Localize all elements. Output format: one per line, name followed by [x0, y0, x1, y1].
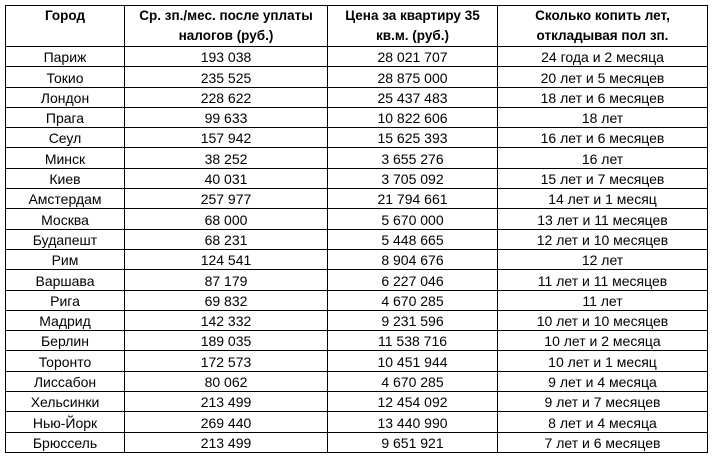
cell-salary: 235 525: [125, 67, 328, 87]
cell-price: 4 670 285: [328, 371, 498, 391]
cell-salary: 189 035: [125, 331, 328, 351]
cell-city: Минск: [6, 148, 125, 168]
cell-salary: 40 031: [125, 168, 328, 188]
cell-city: Амстердам: [6, 189, 125, 209]
cell-salary: 80 062: [125, 371, 328, 391]
cell-city: Париж: [6, 47, 125, 67]
table-row: [6, 189, 708, 209]
header-city: Город: [6, 6, 125, 47]
cell-years: 16 лет и 6 месяцев: [498, 128, 708, 148]
cell-price: 9 231 596: [328, 310, 498, 330]
cell-years: 24 года и 2 месяца: [498, 47, 708, 67]
cell-salary: 193 038: [125, 47, 328, 67]
cell-city: Будапешт: [6, 229, 125, 249]
table-row: [6, 128, 708, 148]
table-row: [6, 168, 708, 188]
cell-salary: 213 499: [125, 432, 328, 452]
cell-salary: 142 332: [125, 310, 328, 330]
cell-price: 15 625 393: [328, 128, 498, 148]
cell-years: 14 лет и 1 месяц: [498, 189, 708, 209]
cell-price: 10 451 944: [328, 351, 498, 371]
cell-price: 21 794 661: [328, 189, 498, 209]
cell-city: Киев: [6, 168, 125, 188]
cell-price: 13 440 990: [328, 412, 498, 432]
cell-price: 25 437 483: [328, 87, 498, 107]
cell-years: 18 лет: [498, 107, 708, 127]
cell-price: 12 454 092: [328, 392, 498, 412]
cell-city: Брюссель: [6, 432, 125, 452]
cell-salary: 257 977: [125, 189, 328, 209]
cell-city: Лиссабон: [6, 371, 125, 391]
cell-years: 16 лет: [498, 148, 708, 168]
cell-city: Варшава: [6, 270, 125, 290]
cell-salary: 69 832: [125, 290, 328, 310]
cell-city: Рига: [6, 290, 125, 310]
cell-salary: 269 440: [125, 412, 328, 432]
cell-city: Москва: [6, 209, 125, 229]
cell-salary: 213 499: [125, 392, 328, 412]
cell-salary: 228 622: [125, 87, 328, 107]
table-container: [5, 5, 708, 453]
cell-city: Лондон: [6, 87, 125, 107]
table-row: [6, 209, 708, 229]
table-row: [6, 371, 708, 391]
cell-price: 3 655 276: [328, 148, 498, 168]
cell-price: 11 538 716: [328, 331, 498, 351]
cell-years: 7 лет и 6 месяцев: [498, 432, 708, 452]
cell-salary: 38 252: [125, 148, 328, 168]
cell-price: 3 705 092: [328, 168, 498, 188]
header-salary: Ср. зп./мес. после уплаты налогов (руб.): [125, 6, 328, 47]
cell-salary: 172 573: [125, 351, 328, 371]
cell-city: Токио: [6, 67, 125, 87]
table-body: [6, 47, 708, 453]
cell-city: Мадрид: [6, 310, 125, 330]
table-row: [6, 249, 708, 269]
cell-salary: 68 231: [125, 229, 328, 249]
cell-city: Нью-Йорк: [6, 412, 125, 432]
cell-years: 12 лет и 10 месяцев: [498, 229, 708, 249]
cell-city: Берлин: [6, 331, 125, 351]
table-header: [6, 6, 708, 47]
cell-price: 5 448 665: [328, 229, 498, 249]
cell-years: 10 лет и 2 месяца: [498, 331, 708, 351]
cell-years: 10 лет и 10 месяцев: [498, 310, 708, 330]
cell-salary: 87 179: [125, 270, 328, 290]
cell-years: 15 лет и 7 месяцев: [498, 168, 708, 188]
table-row: [6, 290, 708, 310]
cell-salary: 68 000: [125, 209, 328, 229]
cell-city: Прага: [6, 107, 125, 127]
cities-table: [5, 5, 708, 453]
cell-city: Сеул: [6, 128, 125, 148]
cell-salary: 124 541: [125, 249, 328, 269]
cell-years: 12 лет: [498, 249, 708, 269]
table-row: [6, 107, 708, 127]
cell-years: 11 лет и 11 месяцев: [498, 270, 708, 290]
cell-years: 13 лет и 11 месяцев: [498, 209, 708, 229]
cell-years: 18 лет и 6 месяцев: [498, 87, 708, 107]
cell-price: 6 227 046: [328, 270, 498, 290]
cell-years: 11 лет: [498, 290, 708, 310]
table-row: [6, 148, 708, 168]
cell-years: 9 лет и 7 месяцев: [498, 392, 708, 412]
cell-years: 9 лет и 4 месяца: [498, 371, 708, 391]
table-row: [6, 392, 708, 412]
table-row: [6, 412, 708, 432]
cell-years: 20 лет и 5 месяцев: [498, 67, 708, 87]
table-row: [6, 310, 708, 330]
table-row: [6, 432, 708, 452]
table-row: [6, 351, 708, 371]
header-years: Сколько копить лет, откладывая пол зп.: [498, 6, 708, 47]
cell-price: 4 670 285: [328, 290, 498, 310]
cell-years: 10 лет и 1 месяц: [498, 351, 708, 371]
table-row: [6, 67, 708, 87]
header-row: [6, 6, 708, 47]
table-row: [6, 87, 708, 107]
table-row: [6, 229, 708, 249]
cell-years: 8 лет и 4 месяца: [498, 412, 708, 432]
table-row: [6, 47, 708, 67]
cell-city: Торонто: [6, 351, 125, 371]
cell-salary: 99 633: [125, 107, 328, 127]
table-row: [6, 331, 708, 351]
cell-price: 9 651 921: [328, 432, 498, 452]
cell-price: 8 904 676: [328, 249, 498, 269]
cell-city: Рим: [6, 249, 125, 269]
cell-price: 28 875 000: [328, 67, 498, 87]
header-price: Цена за квартиру 35 кв.м. (руб.): [328, 6, 498, 47]
cell-price: 10 822 606: [328, 107, 498, 127]
cell-price: 5 670 000: [328, 209, 498, 229]
cell-price: 28 021 707: [328, 47, 498, 67]
cell-salary: 157 942: [125, 128, 328, 148]
cell-city: Хельсинки: [6, 392, 125, 412]
table-row: [6, 270, 708, 290]
